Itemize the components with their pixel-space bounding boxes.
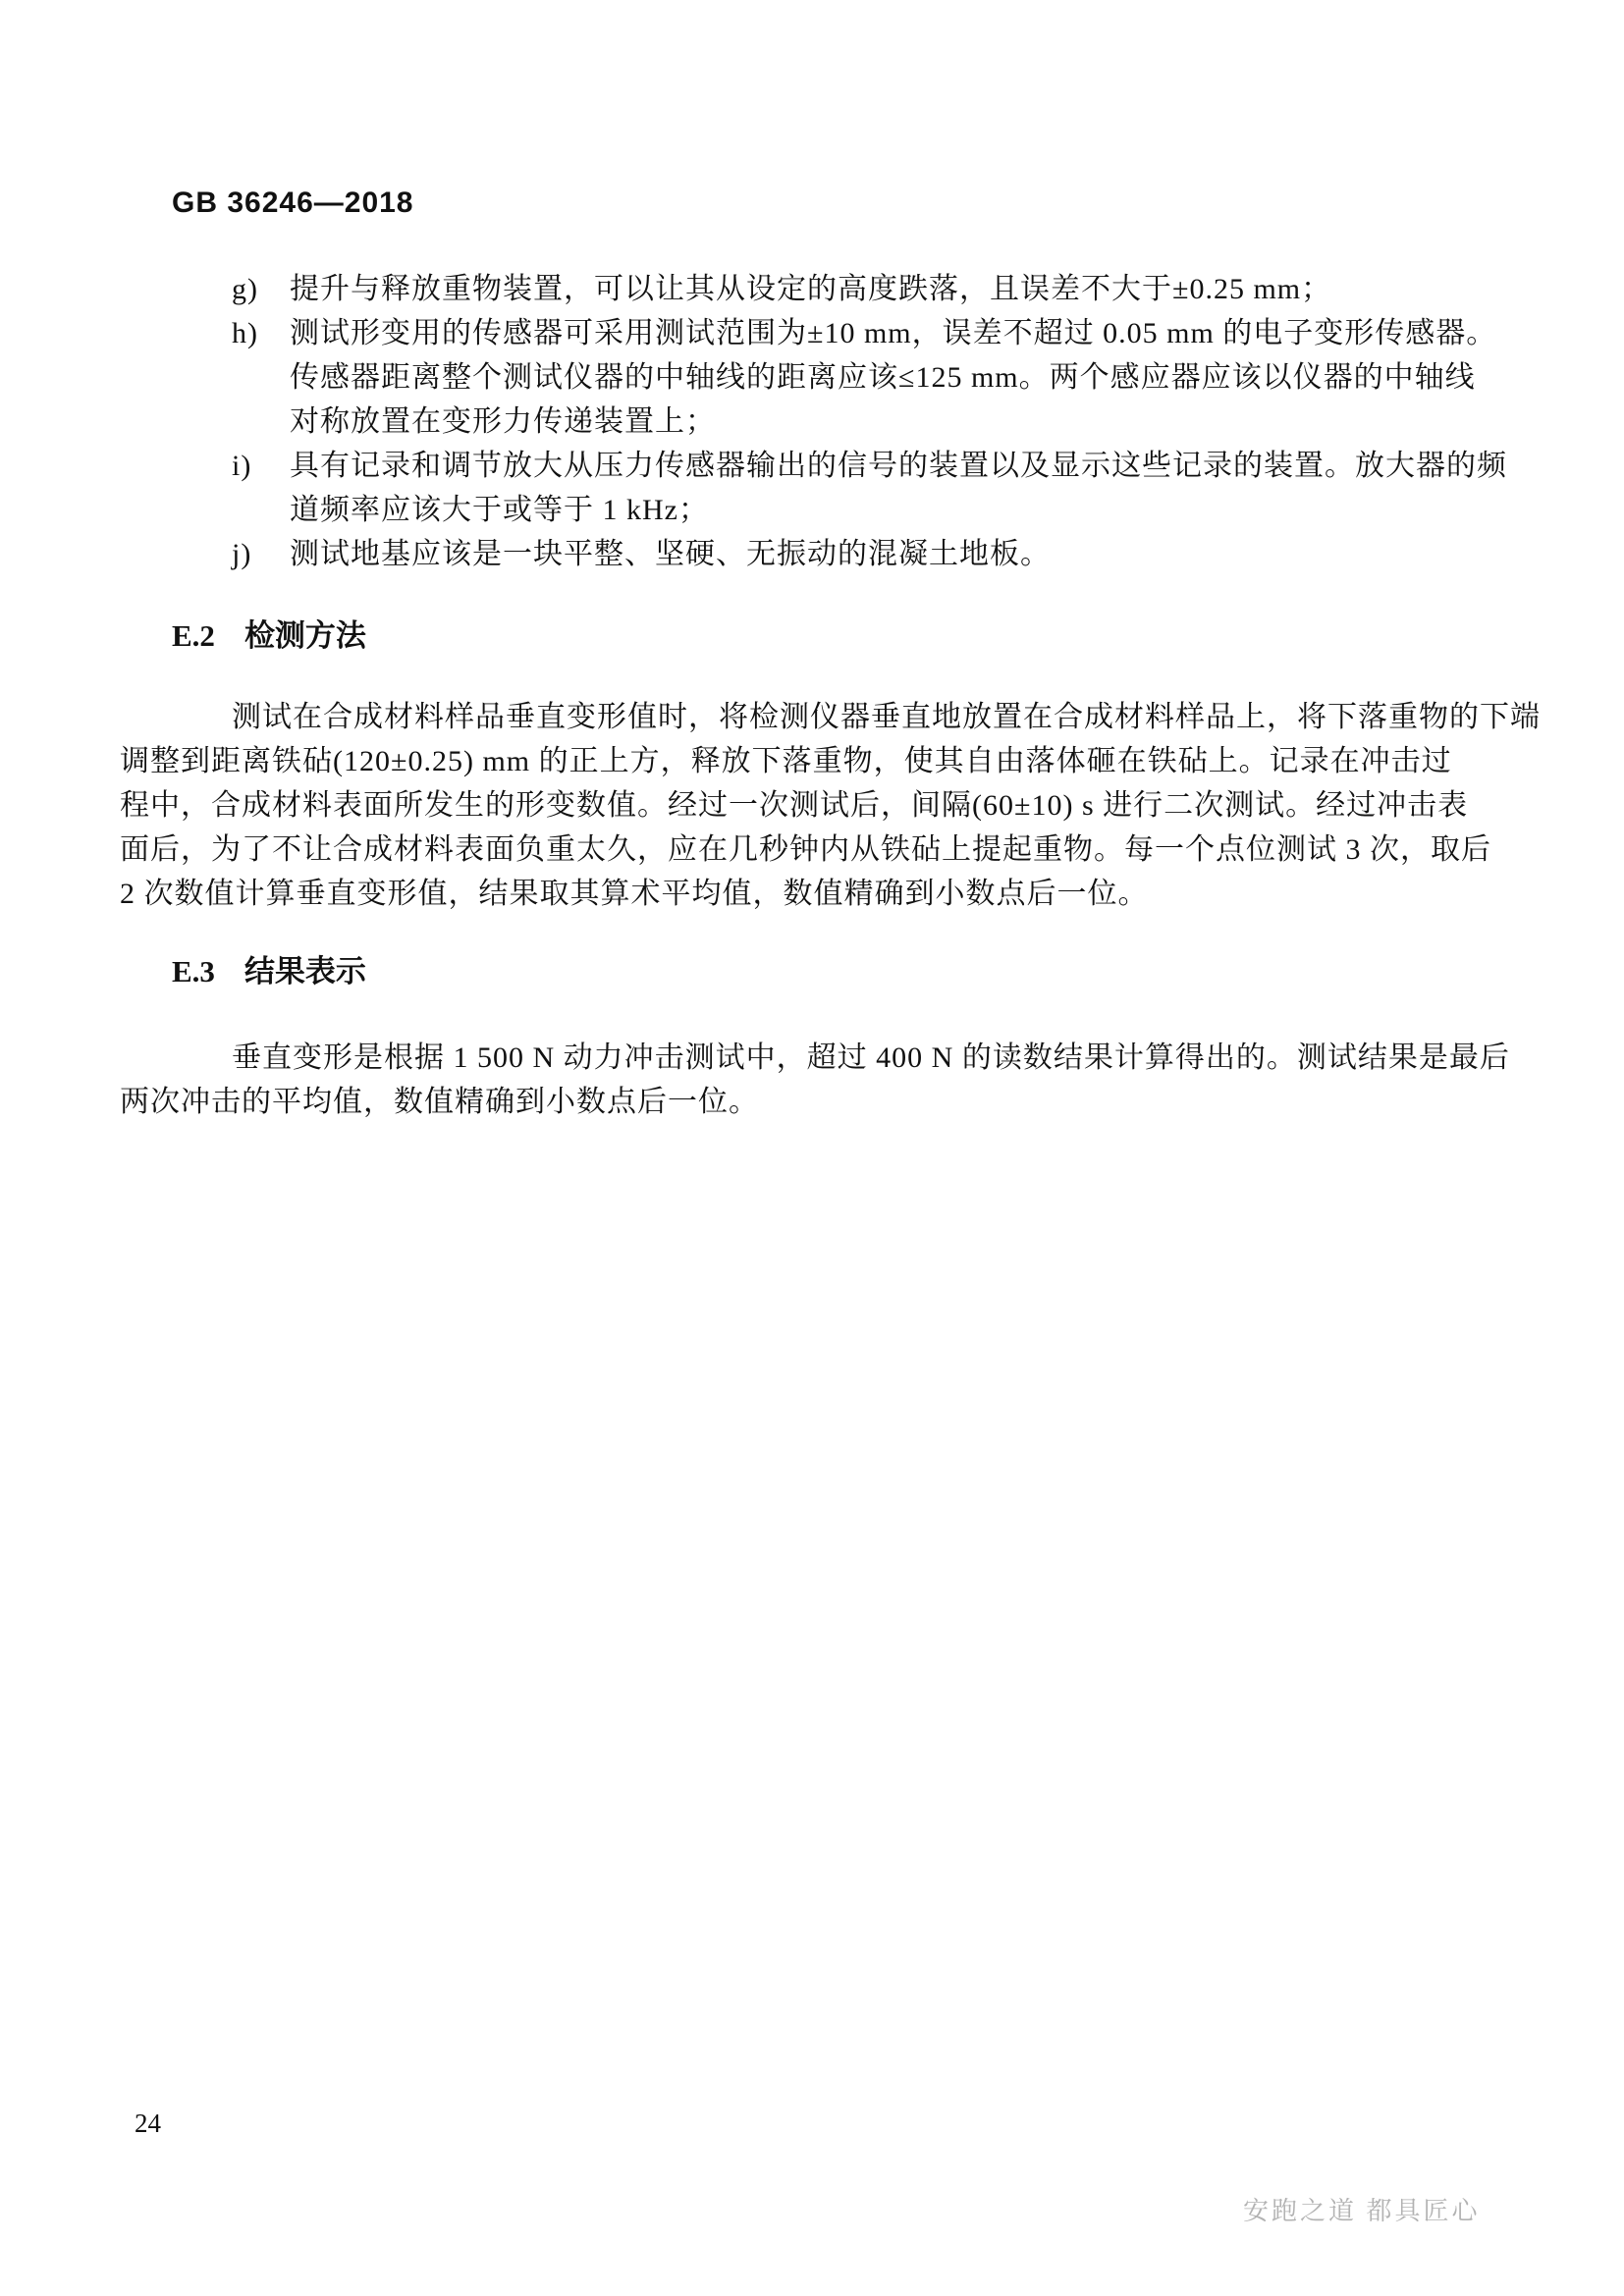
list-item-text bbox=[290, 532, 1528, 576]
list-item-label: i) bbox=[232, 450, 252, 482]
paragraph-e2 bbox=[120, 695, 1541, 916]
list-item-i bbox=[232, 444, 1528, 532]
list-item-label: h) bbox=[232, 317, 258, 349]
list-item-text bbox=[290, 444, 1528, 532]
list-item-line: 提升与释放重物装置，可以让其从设定的高度跌落，且误差不大于±0.25 mm； bbox=[290, 273, 1332, 305]
list-item-text bbox=[290, 267, 1528, 311]
paragraph-e3 bbox=[120, 1036, 1519, 1124]
list-item-line: 测试形变用的传感器可采用测试范围为±10 mm，误差不超过 0.05 mm 的电子变形传感器。 bbox=[290, 317, 1497, 349]
list-item-label: j) bbox=[232, 538, 252, 570]
section-heading-e3 bbox=[172, 946, 366, 990]
paragraph-line: 调整到距离铁砧(120±0.25) mm 的正上方，释放下落重物，使其自由落体砸在铁砧上。记录在冲击过 bbox=[120, 745, 1452, 777]
lettered-list bbox=[232, 267, 1528, 576]
list-item-label: g) bbox=[232, 273, 258, 305]
list-item-j bbox=[232, 532, 1528, 576]
section-title: 结果表示 bbox=[244, 954, 366, 988]
section-heading-e2 bbox=[172, 611, 366, 655]
list-item-line: 传感器距离整个测试仪器的中轴线的距离应该≤125 mm。两个感应器应该以仪器的中轴线 bbox=[290, 361, 1476, 394]
paragraph-line: 程中，合成材料表面所发生的形变数值。经过一次测试后，间隔(60±10) s 进行二次测试。经过冲击表 bbox=[120, 789, 1469, 822]
list-item-line: 测试地基应该是一块平整、坚硬、无振动的混凝土地板。 bbox=[290, 538, 1051, 570]
watermark: 安跑之道 都具匠心 bbox=[1243, 2197, 1481, 2225]
standard-code: GB 36246—2018 bbox=[172, 187, 414, 219]
section-number: E.3 bbox=[172, 954, 215, 988]
list-item-h bbox=[232, 311, 1528, 444]
list-item-text bbox=[290, 311, 1528, 444]
list-item-g bbox=[232, 267, 1528, 311]
list-item-line: 道频率应该大于或等于 1 kHz； bbox=[290, 494, 709, 526]
paragraph-line: 两次冲击的平均值，数值精确到小数点后一位。 bbox=[120, 1086, 759, 1118]
section-number: E.2 bbox=[172, 618, 215, 653]
page-number: 24 bbox=[135, 2109, 161, 2138]
paragraph-line: 2 次数值计算垂直变形值，结果取其算术平均值，数值精确到小数点后一位。 bbox=[120, 878, 1149, 910]
list-item-line: 对称放置在变形力传递装置上； bbox=[290, 405, 716, 438]
paragraph-line: 面后，为了不让合成材料表面负重太久，应在几秒钟内从铁砧上提起重物。每一个点位测试 3 次，取后 bbox=[120, 833, 1491, 866]
list-item-line: 具有记录和调节放大从压力传感器输出的信号的装置以及显示这些记录的装置。放大器的频 bbox=[290, 450, 1507, 482]
section-title: 检测方法 bbox=[244, 618, 366, 653]
paragraph-line: 测试在合成材料样品垂直变形值时，将检测仪器垂直地放置在合成材料样品上，将下落重物的下端 bbox=[232, 701, 1541, 733]
paragraph-line: 垂直变形是根据 1 500 N 动力冲击测试中，超过 400 N 的读数结果计算得出的。测试结果是最后 bbox=[232, 1041, 1510, 1074]
